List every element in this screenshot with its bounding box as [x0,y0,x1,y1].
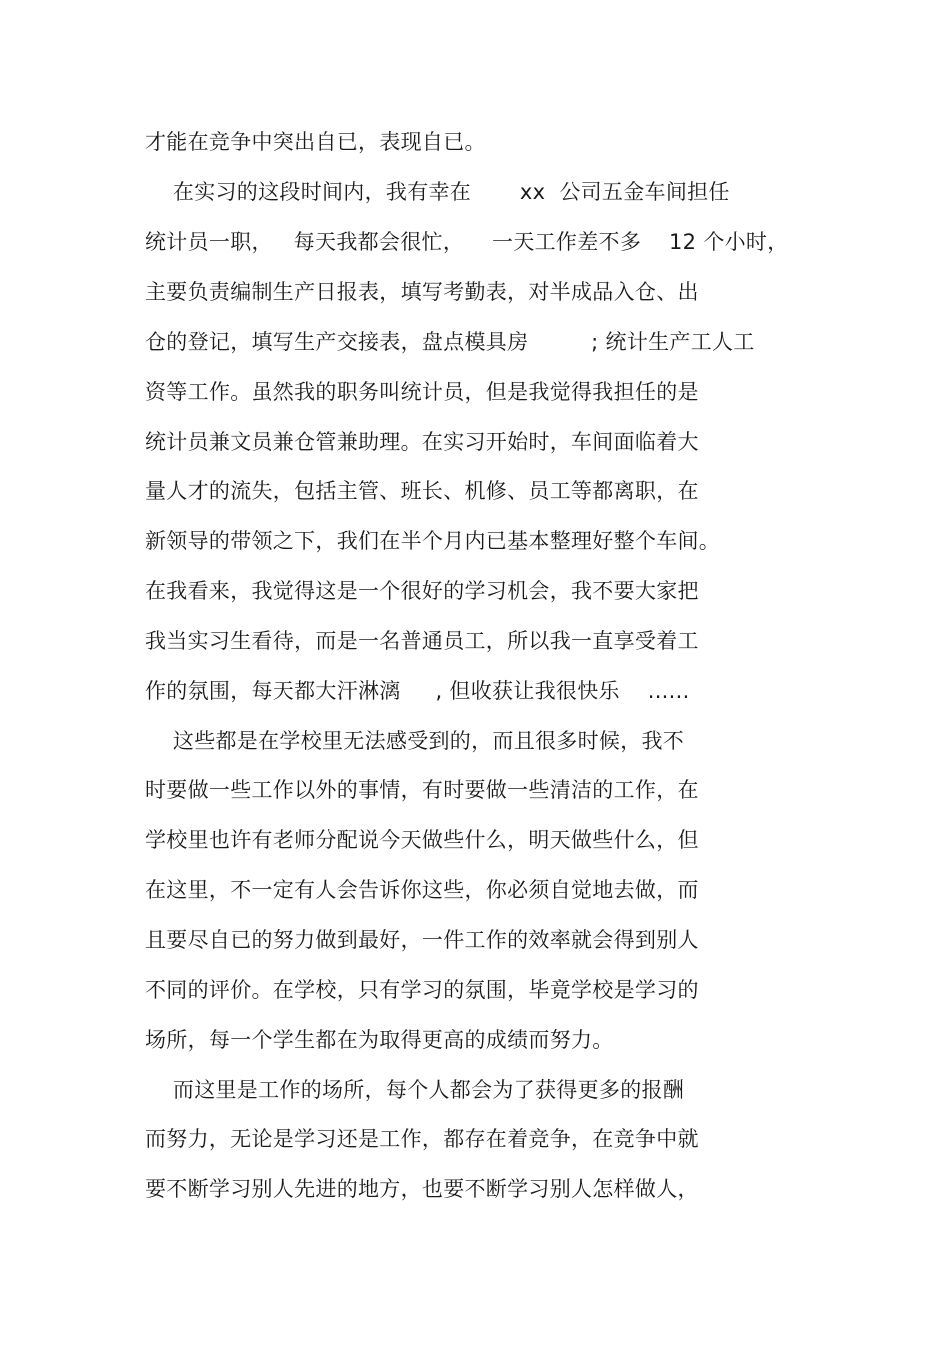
text-line: 而努力，无论是学习还是工作，都存在着竞争，在竞争中就 [145,1127,699,1151]
text-line: 统计员一职， 每天我都会很忙， 一天工作差不多 12 个小时， [145,230,789,254]
text-line: 仓的登记，填写生产交接表，盘点模具房 ; 统计生产工人工 [145,330,755,354]
text-line: 时要做一些工作以外的事情，有时要做一些清洁的工作，在 [145,778,699,802]
text-line: 新领导的带领之下，我们在半个月内已基本整理好整个车间。 [145,529,721,553]
text-line: 而这里是工作的场所，每个人都会为了获得更多的报酬 [145,1078,685,1102]
text-line: 学校里也许有老师分配说今天做些什么，明天做些什么，但 [145,828,699,852]
text-line: 场所，每一个学生都在为取得更高的成绩而努力。 [145,1028,614,1052]
text-line: 这些都是在学校里无法感受到的，而且很多时候，我不 [145,729,685,753]
text-line: 量人才的流失，包括主管、班长、机修、员工等都离职，在 [145,479,699,503]
text-line: 统计员兼文员兼仓管兼助理。在实习开始时，车间面临着大 [145,430,699,454]
text-line: 要不断学习别人先进的地方，也要不断学习别人怎样做人， [145,1177,699,1201]
text-line: 在这里，不一定有人会告诉你这些，你必须自觉地去做，而 [145,878,699,902]
text-line: 在实习的这段时间内，我有幸在 xx 公司五金车间担任 [145,180,730,204]
text-line: 不同的评价。在学校，只有学习的氛围，毕竟学校是学习的 [145,978,699,1002]
text-line: 主要负责编制生产日报表，填写考勤表，对半成品入仓、出 [145,280,699,304]
text-line: 作的氛围，每天都大汗淋漓 , 但收获让我很快乐 ...... [145,679,690,703]
text-line: 且要尽自已的努力做到最好，一件工作的效率就会得到别人 [145,928,699,952]
text-line: 我当实习生看待，而是一名普通员工，所以我一直享受着工 [145,629,699,653]
text-line: 才能在竞争中突出自已，表现自已。 [145,130,486,154]
text-line: 在我看来，我觉得这是一个很好的学习机会，我不要大家把 [145,579,699,603]
text-line: 资等工作。虽然我的职务叫统计员，但是我觉得我担任的是 [145,380,699,404]
